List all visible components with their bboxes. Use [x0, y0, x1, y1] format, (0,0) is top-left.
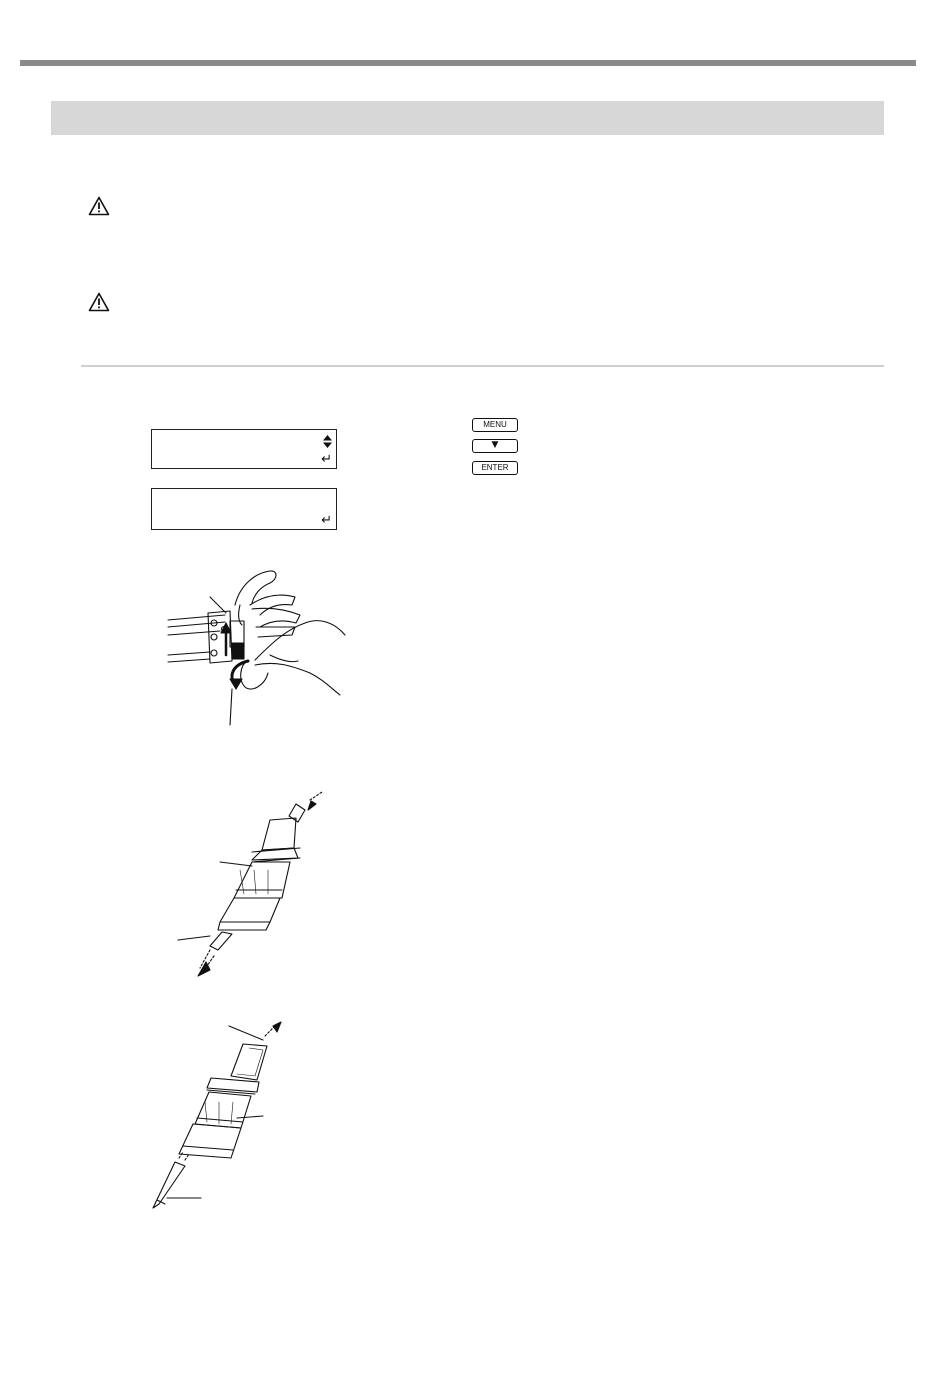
warning-triangle-icon [88, 196, 110, 216]
section-divider [81, 365, 884, 367]
warning-triangle-icon [88, 292, 110, 312]
blade-holder-push-illustration [170, 790, 335, 980]
enter-return-icon: ↵ [321, 513, 332, 528]
header-rule [20, 60, 916, 66]
enter-key[interactable]: ENTER [472, 461, 518, 475]
display-panel-2 [151, 488, 337, 530]
blade-holder-removal-illustration [160, 565, 355, 730]
up-down-arrows-icon [323, 435, 332, 448]
blade-insertion-illustration [145, 1018, 295, 1213]
down-arrow-key[interactable]: ▼ [472, 439, 518, 453]
enter-return-icon: ↵ [321, 452, 332, 467]
display-panel-1 [151, 429, 337, 469]
section-heading-bar [51, 101, 884, 135]
menu-key[interactable]: MENU [472, 418, 518, 432]
